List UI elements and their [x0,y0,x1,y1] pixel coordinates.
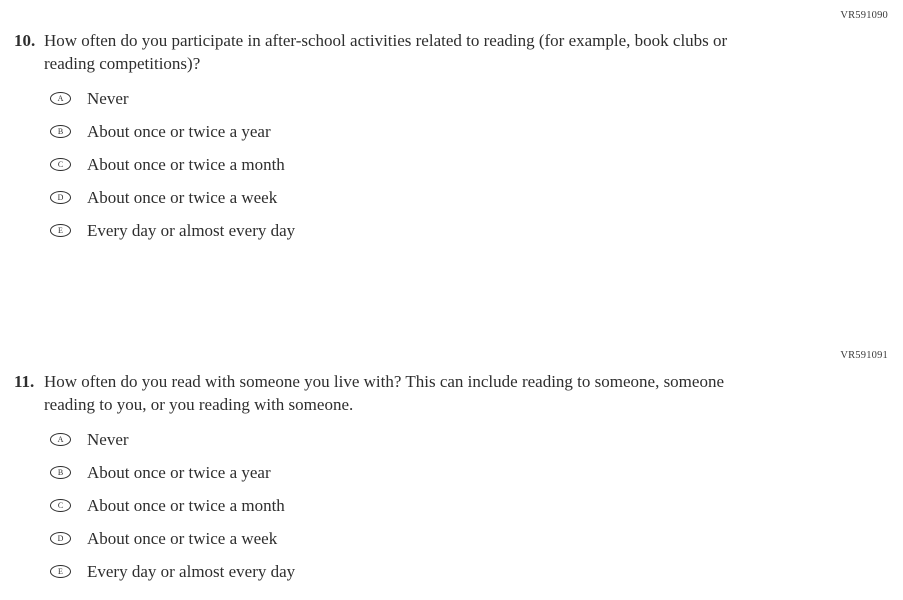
answer-option-label: About once or twice a week [87,188,278,207]
answer-bubble-c[interactable]: C [50,158,71,171]
answer-option [50,186,888,209]
answer-bubble-b[interactable]: B [50,466,71,479]
answer-option [50,494,888,517]
answer-bubble-c[interactable]: C [50,499,71,512]
question-text: How often do you read with someone you live with? This can include reading to someone, someone reading to you, or you reading with someone. [44,372,724,414]
answer-option-label: Every day or almost every day [87,221,296,240]
answer-options [14,428,888,583]
answer-option-label: About once or twice a week [87,529,278,548]
question-code: VR591090 [840,10,888,21]
question-text: How often do you participate in after-school activities related to reading (for example, book clubs or reading competitions)? [44,31,728,73]
answer-option [50,527,888,550]
answer-bubble-d[interactable]: D [50,532,71,545]
answer-option-label: About once or twice a month [87,496,285,515]
answer-option [50,428,888,451]
question-11 [14,370,888,593]
answer-option-label: Never [87,430,129,449]
question-number: 11. [14,372,35,391]
answer-option-label: Never [87,89,129,108]
answer-option-label: About once or twice a month [87,155,285,174]
question-number: 10. [14,31,36,50]
answer-bubble-d[interactable]: D [50,191,71,204]
question-code: VR591091 [840,350,888,361]
question-10 [14,29,888,252]
answer-option-label: About once or twice a year [87,122,271,141]
question-header [14,29,888,75]
answer-option [50,219,888,242]
answer-option [50,87,888,110]
answer-option-label: About once or twice a year [87,463,271,482]
answer-bubble-b[interactable]: B [50,125,71,138]
answer-options [14,87,888,242]
answer-bubble-a[interactable]: A [50,433,71,446]
answer-option-label: Every day or almost every day [87,562,296,581]
answer-option [50,120,888,143]
answer-bubble-e[interactable]: E [50,565,71,578]
answer-option [50,560,888,583]
question-header [14,370,888,416]
answer-option [50,461,888,484]
answer-option [50,153,888,176]
answer-bubble-e[interactable]: E [50,224,71,237]
answer-bubble-a[interactable]: A [50,92,71,105]
